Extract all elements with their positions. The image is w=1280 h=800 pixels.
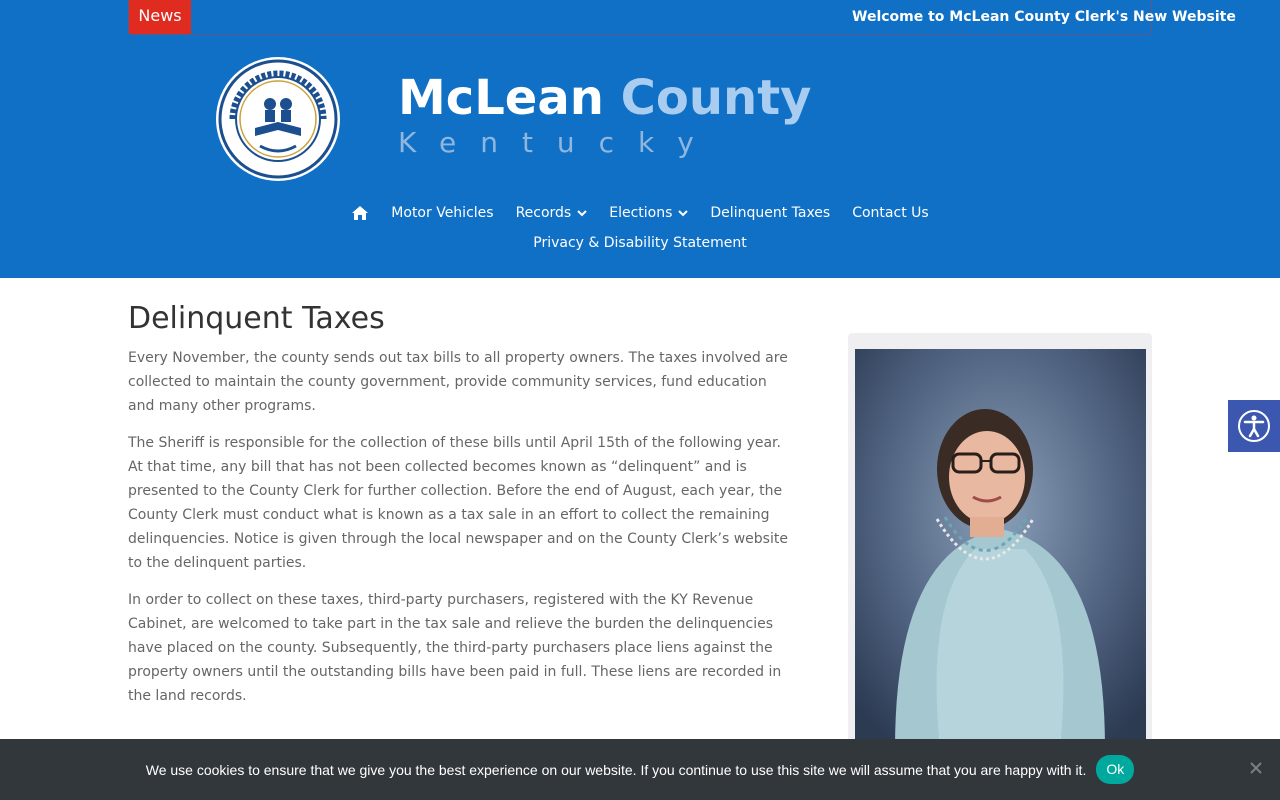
site-header [0, 0, 1280, 278]
home-icon [351, 205, 369, 221]
news-ticker-text[interactable]: Welcome to McLean County Clerk's New Website [852, 9, 1236, 25]
nav-row-1 [0, 198, 1280, 228]
cookie-notice-bar [0, 739, 1280, 800]
cookie-notice-text: We use cookies to ensure that we give you the best experience on our website. If you continue to use this site we will assume that you are happy with it. [145, 761, 1087, 778]
nav-row-2 [0, 228, 1280, 258]
nav-privacy-disability[interactable]: Privacy & Disability Statement [533, 235, 747, 251]
county-clerk-photo [855, 349, 1146, 749]
nav-elections[interactable]: Elections [609, 205, 688, 221]
paragraph-3: In order to collect on these taxes, third-party purchasers, registered with the KY Revenue Cabinet, are welcomed to take part in the tax sale and relieve the burden the delinquencies have placed on the county. Subsequently, the third-party purchasers place liens against the property owners until the outstanding bills have been paid in full. These liens are recorded in the land records. [128, 592, 782, 704]
nav-records[interactable]: Records [516, 205, 588, 221]
paragraph-2: The Sheriff is responsible for the collection of these bills until April 15th of the following year. At that time, any bill that has not been collected becomes known as “delinquent” and is presented to the County Clerk for further collection. Before the end of August, each year, the County Clerk must conduct what is known as a tax sale in an effort to collect the remaining delinquencies. Notice is given through the local newspaper and on the County Clerk’s website to the delinquent parties. [128, 435, 788, 571]
main-content [128, 298, 793, 798]
county-clerks-seal-logo[interactable] [215, 56, 341, 182]
nav-motor-vehicles[interactable]: Motor Vehicles [391, 205, 494, 221]
site-title-mclean: McLean [398, 70, 604, 126]
sidebar-photo-card [848, 333, 1152, 753]
chevron-down-icon [678, 208, 688, 218]
nav-contact-us[interactable]: Contact Us [852, 205, 929, 221]
accessibility-toolbar-button[interactable] [1228, 400, 1280, 452]
chevron-down-icon [577, 208, 587, 218]
cookie-ok-button[interactable]: Ok [1096, 755, 1134, 784]
news-label: News [129, 0, 191, 34]
site-subtitle: Kentucky [398, 126, 718, 159]
close-icon[interactable] [1248, 760, 1264, 776]
site-title[interactable] [398, 68, 811, 128]
site-title-county: County [620, 70, 812, 126]
main-navigation [0, 198, 1280, 258]
accessibility-icon [1237, 409, 1271, 443]
nav-delinquent-taxes[interactable]: Delinquent Taxes [710, 205, 831, 221]
news-ticker-bar [128, 0, 1236, 36]
nav-home[interactable] [351, 205, 369, 221]
paragraph-1: Every November, the county sends out tax bills to all property owners. The taxes involved are collected to maintain the county government, provide community services, fund education and many other programs. [128, 350, 788, 414]
page-title: Delinquent Taxes [128, 301, 385, 336]
